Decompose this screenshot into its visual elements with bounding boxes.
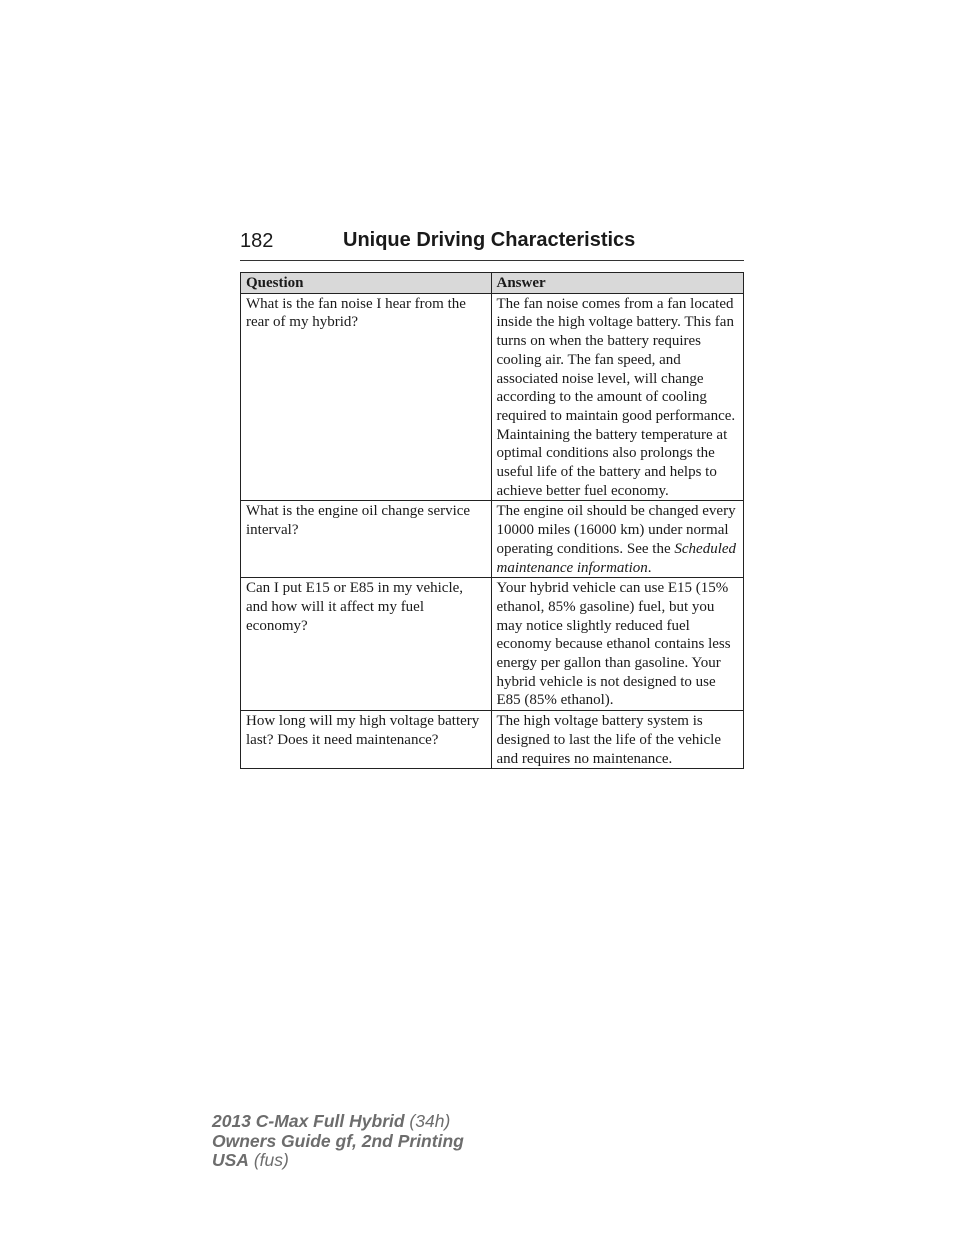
answer-cell: The fan noise comes from a fan located inside the high voltage battery. This fan turns on when the battery requires cooling air. The fan speed, and associated noise level, will change according to the amount of cooling required to maintain good performance. Maintaining the battery temperature at optimal conditions also prolongs the useful life of the battery and helps to achieve better fuel economy. [491,293,744,501]
question-cell: Can I put E15 or E85 in my vehicle, and how will it affect my fuel economy? [241,578,492,711]
table-row [241,711,744,769]
page-header [240,228,744,261]
cross-reference: Scheduled maintenance information [496,540,737,576]
faq-table [240,272,744,769]
footer-guide: Owners Guide gf, 2nd Printing [212,1130,464,1151]
footer-model: 2013 C-Max Full Hybrid [212,1111,405,1131]
question-cell: What is the engine oil change service interval? [241,501,492,578]
page-number: 182 [240,230,274,252]
answer-text-end: . [647,559,652,576]
footer-line-3 [212,1151,464,1171]
column-header-answer: Answer [491,273,744,294]
section-title: Unique Driving Characteristics [343,229,636,251]
answer-cell: The high voltage battery system is designed to last the life of the vehicle and requires no maintenance. [491,711,744,769]
table-row [241,293,744,501]
answer-cell [491,501,744,578]
column-header-question: Question [241,273,492,294]
question-cell: What is the fan noise I hear from the rear of my hybrid? [241,293,492,501]
table-header-row [241,273,744,294]
answer-cell: Your hybrid vehicle can use E15 (15% ethanol, 85% gasoline) fuel, but you may notice slightly reduced fuel economy because ethanol contains less energy per gallon than gasoline. Your hybrid vehicle is not designed to use E85 (85% ethanol). [491,578,744,711]
table-row [241,501,744,578]
answer-text: The engine oil should be changed every 10000 miles (16000 km) under normal operating conditions. See the [496,503,736,557]
footer-market: USA [212,1150,249,1170]
question-cell: How long will my high voltage battery last? Does it need maintenance? [241,711,492,769]
footer-line-1 [212,1112,464,1132]
footer-line-2 [212,1132,464,1152]
table-row [241,578,744,711]
footer-market-code: (fus) [248,1150,289,1170]
footer-model-code: (34h) [404,1111,451,1131]
page-footer [212,1112,464,1171]
